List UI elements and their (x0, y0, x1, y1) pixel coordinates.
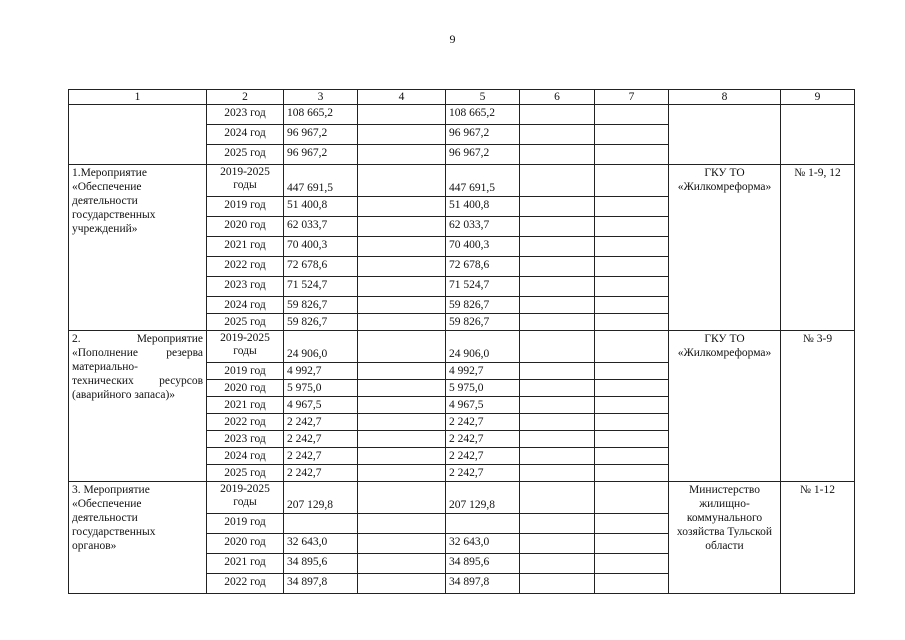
amount-cell (520, 297, 595, 314)
amount-cell: 2 242,7 (446, 465, 520, 482)
year-cell: 2021 год (207, 554, 284, 574)
amount-cell (520, 197, 595, 217)
executor-cell-line: ГКУ ТО (704, 333, 745, 345)
amount-cell (520, 217, 595, 237)
indicator-cell (781, 105, 855, 165)
amount-cell (595, 297, 669, 314)
year-cell: 2020 год (207, 217, 284, 237)
year-cell: 2023 год (207, 431, 284, 448)
executor-cell-line: области (705, 540, 744, 552)
amount-cell: 108 665,2 (284, 105, 358, 125)
activity-name-cell-line: государственных (72, 209, 156, 221)
amount-cell (595, 397, 669, 414)
amount-cell: 72 678,6 (446, 257, 520, 277)
amount-cell: 71 524,7 (446, 277, 520, 297)
executor-cell (669, 331, 781, 482)
column-header: 8 (669, 90, 781, 105)
amount-cell (520, 574, 595, 594)
year-cell: 2019 год (207, 363, 284, 380)
amount-cell (520, 165, 595, 197)
amount-cell: 96 967,2 (446, 145, 520, 165)
amount-cell (520, 125, 595, 145)
table-row (69, 105, 855, 125)
year-cell: 2021 год (207, 397, 284, 414)
amount-cell (520, 314, 595, 331)
amount-cell (358, 237, 446, 257)
activity-name-cell-line: деятельности (72, 195, 138, 207)
activity-name-cell-line: «Обеспечение (72, 181, 142, 193)
amount-cell: 34 895,6 (446, 554, 520, 574)
amount-cell: 51 400,8 (446, 197, 520, 217)
year-cell: 2022 год (207, 414, 284, 431)
column-header: 2 (207, 90, 284, 105)
amount-cell (358, 554, 446, 574)
amount-cell (595, 145, 669, 165)
amount-cell: 4 967,5 (446, 397, 520, 414)
amount-cell (358, 125, 446, 145)
table-row (69, 165, 855, 197)
amount-cell (358, 448, 446, 465)
year-cell: 2019-2025 годы (207, 331, 284, 363)
amount-cell: 4 967,5 (284, 397, 358, 414)
column-header: 3 (284, 90, 358, 105)
year-cell: 2025 год (207, 145, 284, 165)
amount-cell (358, 574, 446, 594)
amount-cell (520, 105, 595, 125)
column-header: 9 (781, 90, 855, 105)
name-cell (69, 105, 207, 165)
year-cell: 2019 год (207, 197, 284, 217)
amount-cell (595, 380, 669, 397)
amount-cell: 5 975,0 (446, 380, 520, 397)
executor-cell-line: Министерство (689, 484, 760, 496)
column-header: 6 (520, 90, 595, 105)
executor-cell-line: жилищно- (699, 498, 750, 510)
amount-cell (358, 380, 446, 397)
amount-cell (358, 197, 446, 217)
amount-cell: 70 400,3 (446, 237, 520, 257)
amount-cell (595, 574, 669, 594)
amount-cell (595, 465, 669, 482)
amount-cell: 2 242,7 (284, 448, 358, 465)
year-cell: 2019 год (207, 514, 284, 534)
amount-cell (520, 414, 595, 431)
amount-cell (520, 257, 595, 277)
amount-cell: 447 691,5 (446, 165, 520, 197)
amount-cell (358, 397, 446, 414)
activity-name-cell-line: учреждений» (72, 223, 138, 235)
amount-cell (520, 482, 595, 514)
amount-cell: 2 242,7 (446, 431, 520, 448)
amount-cell (595, 482, 669, 514)
year-cell: 2025 год (207, 314, 284, 331)
amount-cell (595, 125, 669, 145)
amount-cell (520, 145, 595, 165)
amount-cell: 24 906,0 (446, 331, 520, 363)
year-cell: 2020 год (207, 534, 284, 554)
column-header: 4 (358, 90, 446, 105)
activities-table (68, 89, 855, 594)
amount-cell (520, 363, 595, 380)
amount-cell (358, 465, 446, 482)
amount-cell (358, 314, 446, 331)
year-cell: 2022 год (207, 257, 284, 277)
activity-name-cell-line: технических ресурсов (72, 375, 203, 387)
amount-cell (520, 514, 595, 534)
amount-cell (358, 165, 446, 197)
amount-cell (520, 465, 595, 482)
amount-cell (595, 237, 669, 257)
amount-cell (595, 165, 669, 197)
executor-cell-line: хозяйства Тульской (676, 526, 773, 538)
amount-cell: 32 643,0 (284, 534, 358, 554)
activity-name-cell-line: «Пополнение резерва (72, 347, 203, 359)
activity-name-cell-line: (аварийного запаса)» (72, 389, 176, 401)
amount-cell: 59 826,7 (446, 314, 520, 331)
indicator-cell: № 3-9 (781, 331, 855, 482)
activity-name-cell (69, 482, 207, 594)
amount-cell (358, 534, 446, 554)
amount-cell (284, 514, 358, 534)
amount-cell: 108 665,2 (446, 105, 520, 125)
executor-cell-line: ГКУ ТО (704, 167, 745, 179)
amount-cell: 4 992,7 (446, 363, 520, 380)
amount-cell (358, 331, 446, 363)
amount-cell (595, 277, 669, 297)
executor-cell (669, 105, 781, 165)
amount-cell (358, 514, 446, 534)
amount-cell (446, 514, 520, 534)
executor-cell (669, 165, 781, 331)
amount-cell: 24 906,0 (284, 331, 358, 363)
amount-cell: 4 992,7 (284, 363, 358, 380)
year-cell: 2023 год (207, 277, 284, 297)
amount-cell: 32 643,0 (446, 534, 520, 554)
amount-cell (595, 331, 669, 363)
amount-cell (595, 534, 669, 554)
amount-cell (520, 331, 595, 363)
amount-cell (595, 363, 669, 380)
amount-cell: 34 897,8 (284, 574, 358, 594)
activity-name-cell-line: 2. Мероприятие (72, 333, 203, 345)
year-cell: 2020 год (207, 380, 284, 397)
year-cell: 2024 год (207, 448, 284, 465)
amount-cell: 96 967,2 (284, 125, 358, 145)
amount-cell: 207 129,8 (284, 482, 358, 514)
amount-cell (358, 431, 446, 448)
year-cell: 2019-2025 годы (207, 482, 284, 514)
activity-name-cell-line: 1.Мероприятие (72, 167, 147, 179)
amount-cell (595, 105, 669, 125)
activity-name-cell-line: 3. Мероприятие (72, 484, 150, 496)
amount-cell (358, 482, 446, 514)
year-cell: 2025 год (207, 465, 284, 482)
year-cell: 2022 год (207, 574, 284, 594)
activity-name-cell-line: «Обеспечение (72, 498, 142, 510)
amount-cell (520, 397, 595, 414)
amount-cell (520, 534, 595, 554)
amount-cell: 2 242,7 (446, 414, 520, 431)
amount-cell: 34 897,8 (446, 574, 520, 594)
amount-cell: 59 826,7 (284, 297, 358, 314)
amount-cell: 62 033,7 (284, 217, 358, 237)
year-cell: 2024 год (207, 125, 284, 145)
amount-cell (520, 448, 595, 465)
executor-cell (669, 482, 781, 594)
amount-cell: 59 826,7 (284, 314, 358, 331)
amount-cell (358, 363, 446, 380)
column-header: 1 (69, 90, 207, 105)
amount-cell (358, 414, 446, 431)
amount-cell (520, 380, 595, 397)
amount-cell: 70 400,3 (284, 237, 358, 257)
amount-cell (358, 257, 446, 277)
amount-cell: 207 129,8 (446, 482, 520, 514)
year-cell: 2024 год (207, 297, 284, 314)
year-cell: 2019-2025 годы (207, 165, 284, 197)
executor-cell-line: коммунального (686, 512, 763, 524)
amount-cell (520, 277, 595, 297)
amount-cell (358, 217, 446, 237)
amount-cell (358, 277, 446, 297)
amount-cell (595, 514, 669, 534)
table-header-row (69, 90, 855, 105)
amount-cell (595, 217, 669, 237)
amount-cell: 96 967,2 (284, 145, 358, 165)
indicator-cell: № 1-12 (781, 482, 855, 594)
activity-name-cell-line: деятельности (72, 512, 138, 524)
amount-cell (520, 237, 595, 257)
column-header: 5 (446, 90, 520, 105)
amount-cell: 2 242,7 (446, 448, 520, 465)
table-row (69, 331, 855, 363)
year-cell: 2023 год (207, 105, 284, 125)
column-header: 7 (595, 90, 669, 105)
amount-cell (595, 431, 669, 448)
amount-cell (595, 314, 669, 331)
amount-cell: 34 895,6 (284, 554, 358, 574)
activity-name-cell-line: государственных (72, 526, 156, 538)
amount-cell (595, 448, 669, 465)
executor-cell-line: «Жилкомреформа» (677, 181, 772, 193)
amount-cell: 96 967,2 (446, 125, 520, 145)
amount-cell: 2 242,7 (284, 465, 358, 482)
table-row (69, 482, 855, 514)
executor-cell-line: «Жилкомреформа» (677, 347, 772, 359)
page-number: 9 (449, 32, 456, 46)
amount-cell (358, 105, 446, 125)
amount-cell (520, 554, 595, 574)
amount-cell: 72 678,6 (284, 257, 358, 277)
amount-cell (595, 257, 669, 277)
activity-name-cell (69, 165, 207, 331)
amount-cell (358, 145, 446, 165)
activity-name-cell (69, 331, 207, 482)
amount-cell: 2 242,7 (284, 431, 358, 448)
amount-cell: 5 975,0 (284, 380, 358, 397)
amount-cell (358, 297, 446, 314)
amount-cell: 62 033,7 (446, 217, 520, 237)
indicator-cell: № 1-9, 12 (781, 165, 855, 331)
amount-cell: 59 826,7 (446, 297, 520, 314)
activity-name-cell-line: органов» (72, 540, 117, 552)
amount-cell: 2 242,7 (284, 414, 358, 431)
amount-cell (520, 431, 595, 448)
year-cell: 2021 год (207, 237, 284, 257)
activity-name-cell-line: материально- (72, 361, 138, 373)
amount-cell: 447 691,5 (284, 165, 358, 197)
amount-cell (595, 554, 669, 574)
amount-cell: 51 400,8 (284, 197, 358, 217)
amount-cell (595, 197, 669, 217)
amount-cell: 71 524,7 (284, 277, 358, 297)
amount-cell (595, 414, 669, 431)
